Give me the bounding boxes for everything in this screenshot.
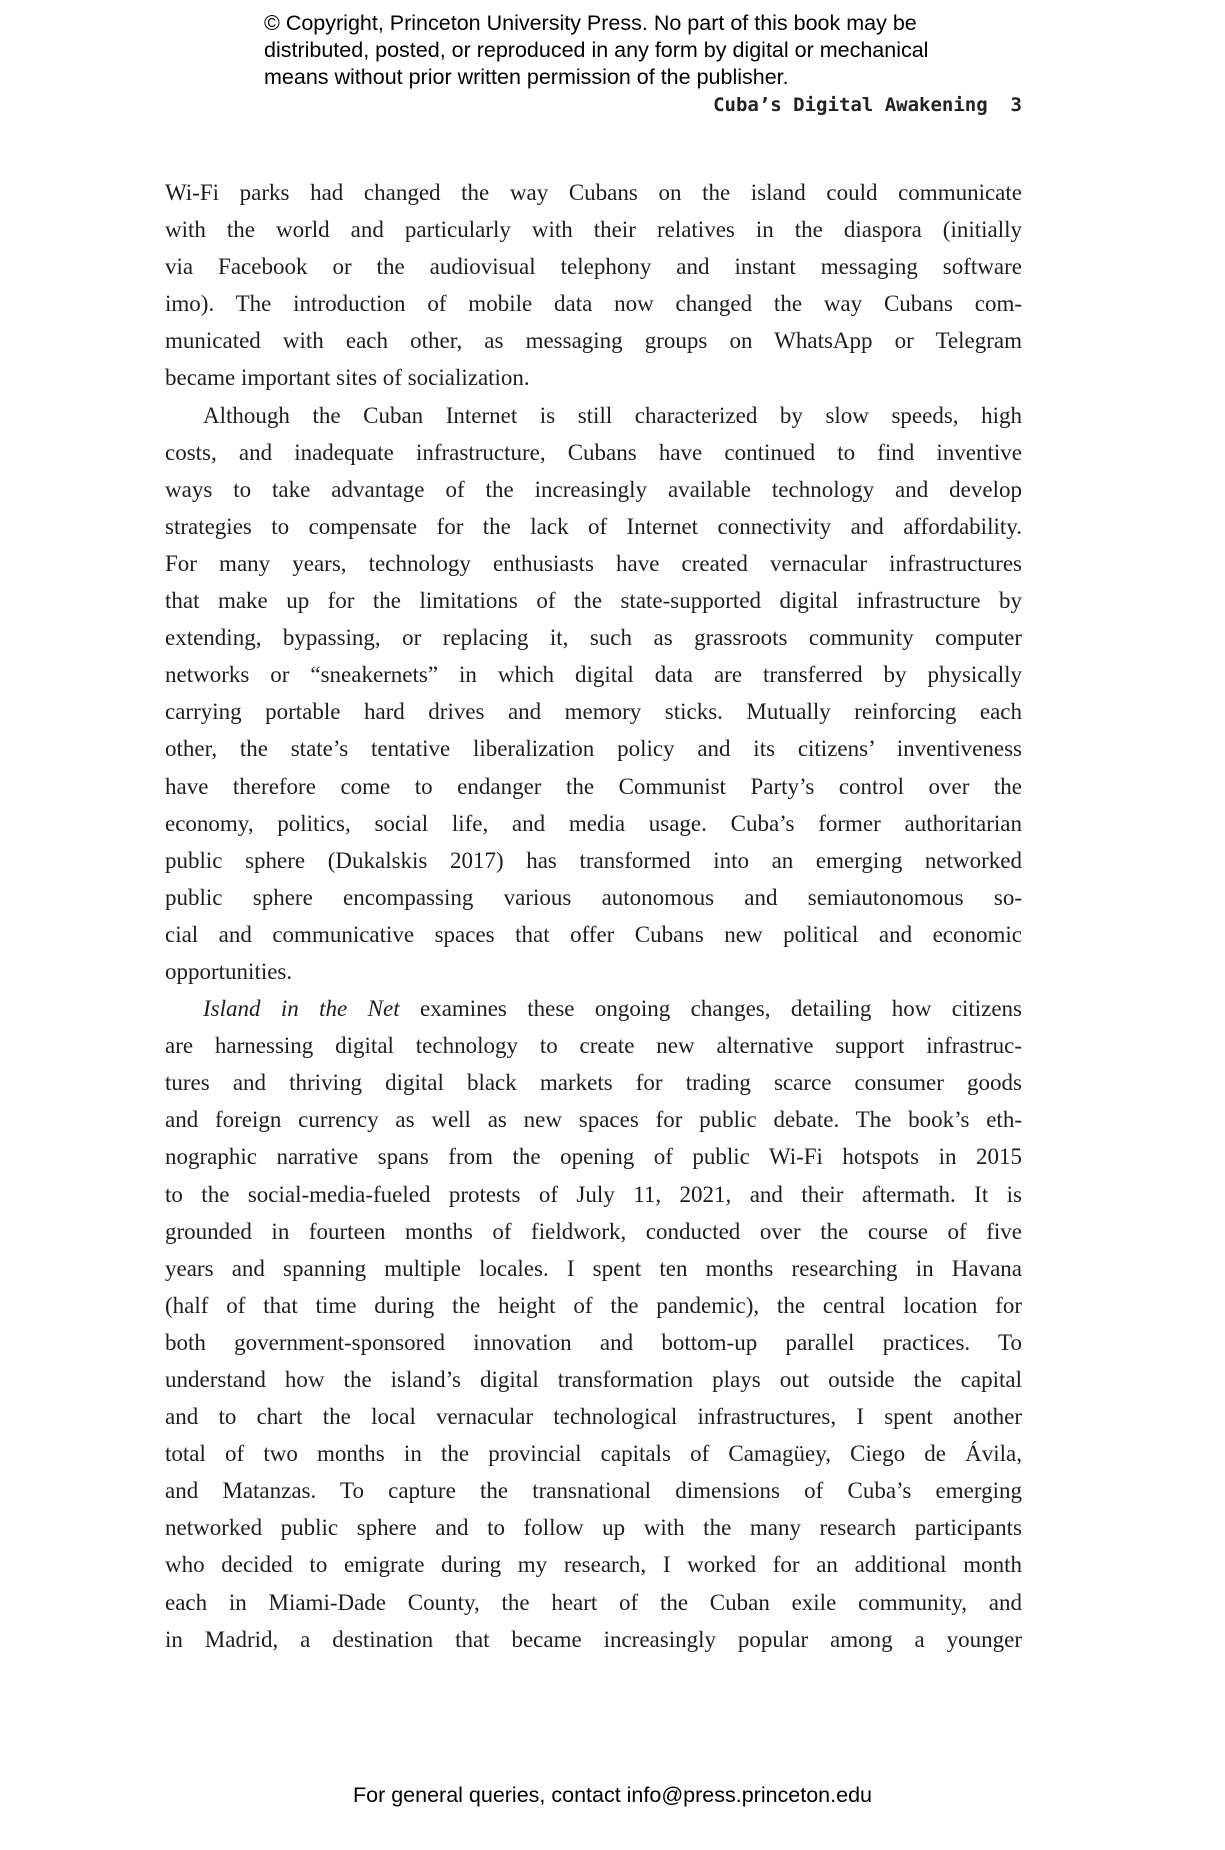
text-line: both government-sponsored innovation and bottom-up parallel practices. To xyxy=(165,1329,1022,1355)
text-line: municated with each other, as messaging groups on WhatsApp or Telegram xyxy=(165,328,1022,354)
text-line: ways to take advantage of the increasingly available technology and develop xyxy=(165,476,1022,502)
text-line: public sphere (Dukalskis 2017) has transformed into an emerging networked xyxy=(165,847,1022,873)
text-line: understand how the island’s digital transformation plays out outside the capital xyxy=(165,1367,1022,1392)
text-line: cial and communicative spaces that offer Cubans new political and economic xyxy=(165,921,1022,947)
text-line: (half of that time during the height of the pandemic), the central location for xyxy=(165,1292,1022,1318)
running-head xyxy=(713,94,1022,116)
text-line: Although the Cuban Internet is still characterized by slow speeds, high xyxy=(203,402,1022,428)
notice-line: means without prior written permission of the publisher. xyxy=(264,65,789,89)
text-line: to the social-media-fueled protests of July 11, 2021, and their aftermath. It is xyxy=(165,1181,1022,1207)
text-line: each in Miami-Dade County, the heart of the Cuban exile community, and xyxy=(165,1589,1022,1615)
text-line: became important sites of socialization. xyxy=(165,365,530,391)
text-line: and Matanzas. To capture the transnational dimensions of Cuba’s emerging xyxy=(165,1478,1022,1504)
text-line: carrying portable hard drives and memory sticks. Mutually reinforcing each xyxy=(165,699,1022,725)
text-line: economy, politics, social life, and media usage. Cuba’s former authoritarian xyxy=(165,810,1022,836)
notice-line: distributed, posted, or reproduced in any form by digital or mechanical xyxy=(264,38,929,62)
notice-line: © Copyright, Princeton University Press. No part of this book may be xyxy=(264,11,917,35)
text-line: in Madrid, a destination that became increasingly popular among a younger xyxy=(165,1626,1022,1652)
page-number: 3 xyxy=(1010,94,1022,116)
text-line: with the world and particularly with their relatives in the diaspora (initially xyxy=(165,217,1022,243)
running-head-title: Cuba’s Digital Awakening xyxy=(713,94,988,116)
text-line: and to chart the local vernacular technological infrastructures, I spent another xyxy=(165,1404,1022,1430)
text-line: grounded in fourteen months of fieldwork, conducted over the course of five xyxy=(165,1218,1022,1244)
text-line: and foreign currency as well as new spaces for public debate. The book’s eth- xyxy=(165,1107,1022,1133)
text-line: total of two months in the provincial capitals of Camagüey, Ciego de Ávila, xyxy=(165,1441,1022,1467)
book-title: Island in the Net xyxy=(203,996,400,1022)
text-line: extending, bypassing, or replacing it, such as grassroots community computer xyxy=(165,625,1022,651)
paragraph xyxy=(165,174,1022,397)
text-line: costs, and inadequate infrastructure, Cubans have continued to find inventive xyxy=(165,439,1022,465)
body-text xyxy=(165,174,1022,1658)
text-line: imo). The introduction of mobile data now changed the way Cubans com- xyxy=(165,291,1022,317)
paragraph xyxy=(165,397,1022,991)
text-line: networks or “sneakernets” in which digital data are transferred by physically xyxy=(165,662,1022,688)
text-line: that make up for the limitations of the state-supported digital infrastructure by xyxy=(165,588,1022,614)
copyright-notice xyxy=(264,10,928,91)
paragraph xyxy=(165,990,1022,1658)
text-line: public sphere encompassing various autonomous and semiautonomous so- xyxy=(165,884,1022,910)
text-line: via Facebook or the audiovisual telephony and instant messaging software xyxy=(165,254,1022,280)
text-line: have therefore come to endanger the Communist Party’s control over the xyxy=(165,773,1022,799)
text-line: strategies to compensate for the lack of Internet connectivity and affordability. xyxy=(165,513,1022,539)
text-line: tures and thriving digital black markets for trading scarce consumer goods xyxy=(165,1070,1022,1096)
text-line: Island in the Net examines these ongoing changes, detailing how citizens xyxy=(203,996,1022,1022)
text-line: opportunities. xyxy=(165,958,293,984)
text-line: years and spanning multiple locales. I spent ten months researching in Havana xyxy=(165,1255,1022,1281)
text-line: nographic narrative spans from the opening of public Wi-Fi hotspots in 2015 xyxy=(165,1144,1022,1170)
text-line: networked public sphere and to follow up with the many research participants xyxy=(165,1515,1022,1541)
text-line: who decided to emigrate during my research, I worked for an additional month xyxy=(165,1552,1022,1578)
text-line: are harnessing digital technology to create new alternative support infrastruc- xyxy=(165,1033,1022,1059)
text-line: For many years, technology enthusiasts have created vernacular infrastructures xyxy=(165,550,1022,576)
text-line: Wi-Fi parks had changed the way Cubans on the island could communicate xyxy=(165,180,1022,205)
text-line: other, the state’s tentative liberalization policy and its citizens’ inventiveness xyxy=(165,736,1022,762)
footer-contact: For general queries, contact info@press.princeton.edu xyxy=(352,1783,872,1807)
